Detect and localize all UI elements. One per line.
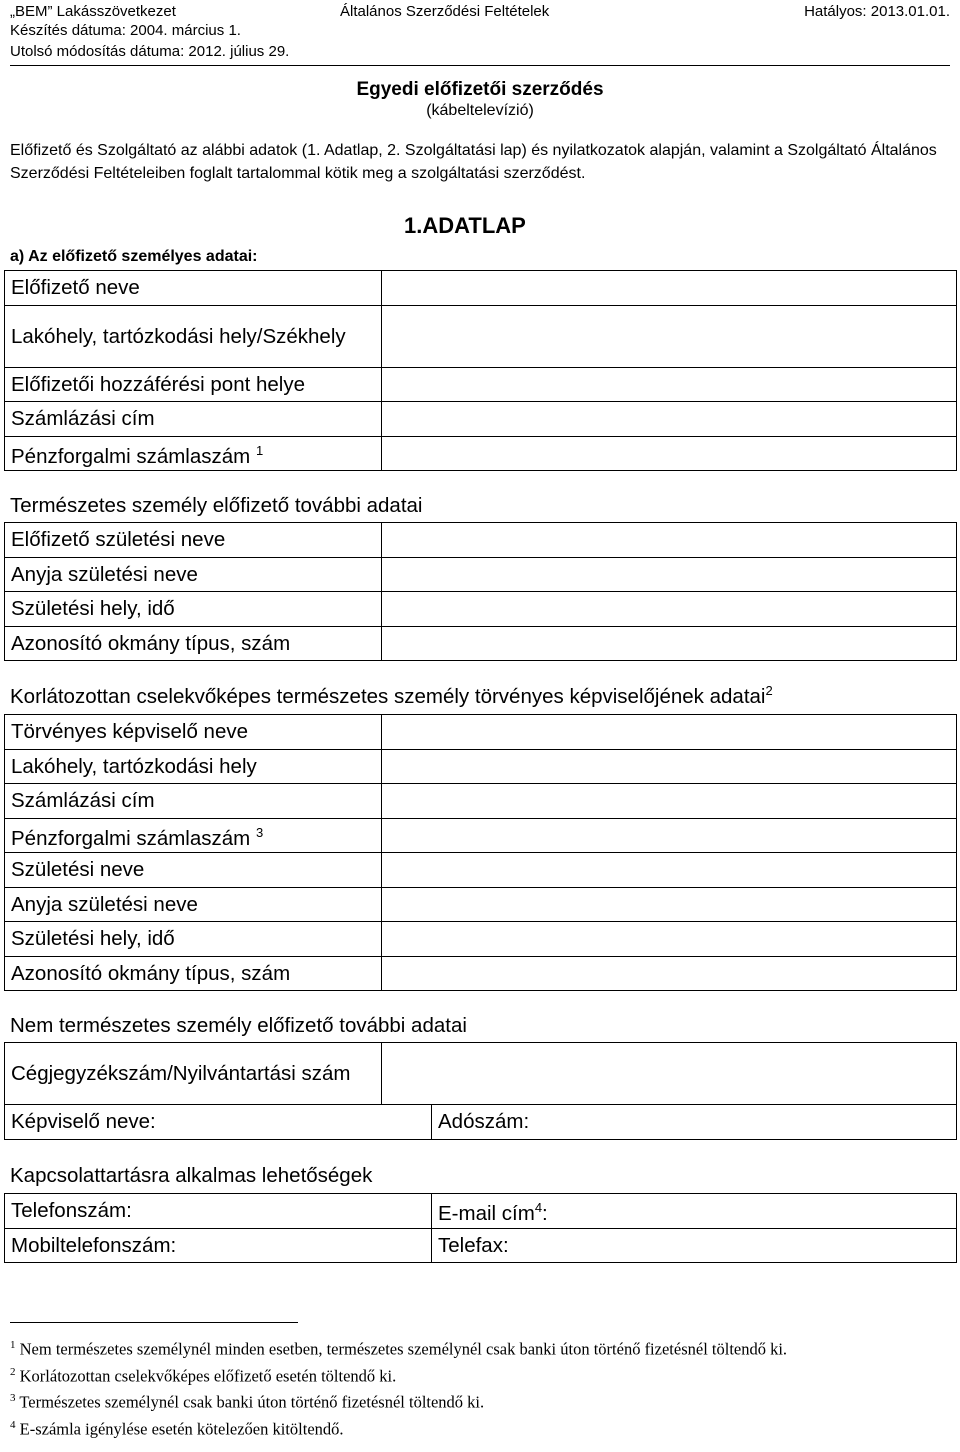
footnote-number: 4 bbox=[10, 1418, 16, 1431]
footnote-text: Nem természetes személynél minden esetben, természetes személynél csak banki úton történő fizetésnél töltendő ki. bbox=[19, 1339, 788, 1359]
table-row bbox=[5, 1228, 957, 1263]
natural-person-table bbox=[4, 522, 957, 661]
field-cell-email[interactable] bbox=[432, 1194, 957, 1229]
field-value-cell[interactable] bbox=[382, 271, 957, 306]
field-cell-representative[interactable] bbox=[5, 1105, 432, 1140]
field-label: Telefonszám: bbox=[11, 1199, 132, 1223]
field-cell-phone[interactable] bbox=[5, 1194, 432, 1229]
footnote-divider bbox=[10, 1322, 298, 1323]
table-row bbox=[5, 956, 957, 991]
table-row bbox=[5, 1105, 957, 1140]
field-label: Képviselő neve: bbox=[11, 1110, 156, 1134]
personal-data-table bbox=[4, 270, 957, 471]
field-label: Előfizető neve bbox=[5, 271, 382, 306]
header-document-name: Általános Szerződési Feltételek bbox=[340, 3, 550, 20]
table-row bbox=[5, 626, 957, 661]
footnote-number: 1 bbox=[10, 1339, 16, 1351]
field-label: E-mail cím bbox=[438, 1202, 535, 1226]
footnote bbox=[10, 1414, 950, 1441]
header-modified-date: Utolsó módosítás dátuma: 2012. július 29. bbox=[10, 43, 290, 60]
field-value-cell[interactable] bbox=[382, 305, 957, 367]
footnote-text: E-számla igénylése esetén kötelezően kitöltendő. bbox=[19, 1419, 344, 1438]
field-value-cell[interactable] bbox=[382, 749, 957, 784]
footnote-ref: 1 bbox=[255, 442, 264, 458]
header-divider bbox=[10, 65, 950, 66]
field-value-cell[interactable] bbox=[382, 557, 957, 592]
field-value-cell[interactable] bbox=[382, 956, 957, 991]
table-row bbox=[5, 557, 957, 592]
adatlap-title: 1.ADATLAP bbox=[404, 213, 526, 238]
table-row bbox=[5, 523, 957, 558]
table-row bbox=[5, 1043, 957, 1105]
table-row bbox=[5, 592, 957, 627]
footnote bbox=[10, 1361, 950, 1388]
field-label: Cégjegyzékszám/Nyilvántartási szám bbox=[5, 1043, 382, 1105]
intro-paragraph: Előfizető és Szolgáltató az alábbi adatok (1. Adatlap, 2. Szolgáltatási lap) és nyilatkozatok alapján, valamint a Szolgáltató Általános Szerződési Feltételeiben foglalt tartalommal kötik meg a szolgáltatási szerződést. bbox=[10, 142, 937, 182]
field-label: Törvényes képviselő neve bbox=[5, 715, 382, 750]
table-row bbox=[5, 887, 957, 922]
table-row bbox=[5, 271, 957, 306]
legal-representative-table bbox=[4, 714, 957, 991]
field-value-cell[interactable] bbox=[382, 1043, 957, 1105]
table-row bbox=[5, 367, 957, 402]
footnotes bbox=[10, 1334, 950, 1440]
table-row bbox=[5, 715, 957, 750]
header-valid-date: Hatályos: 2013.01.01. bbox=[804, 3, 950, 20]
field-value-cell[interactable] bbox=[382, 922, 957, 957]
field-label: Számlázási cím bbox=[5, 784, 382, 819]
field-cell-fax[interactable] bbox=[432, 1228, 957, 1263]
field-value-cell[interactable] bbox=[382, 784, 957, 819]
table-row bbox=[5, 402, 957, 437]
field-label: Azonosító okmány típus, szám bbox=[5, 626, 382, 661]
field-label: Lakóhely, tartózkodási hely bbox=[5, 749, 382, 784]
table-row bbox=[5, 853, 957, 888]
field-label: Telefax: bbox=[438, 1233, 509, 1257]
field-label: Születési hely, idő bbox=[5, 592, 382, 627]
field-value-cell[interactable] bbox=[382, 592, 957, 627]
footnote-ref: 2 bbox=[765, 683, 773, 698]
header-created-date: Készítés dátuma: 2004. március 1. bbox=[10, 22, 241, 39]
non-natural-person-table bbox=[4, 1042, 957, 1140]
section-a-heading: a) Az előfizető személyes adatai: bbox=[10, 248, 258, 265]
footnote-text: Természetes személynél csak banki úton történő fizetésnél töltendő ki. bbox=[19, 1392, 485, 1412]
contact-heading: Kapcsolattartásra alkalmas lehetőségek bbox=[10, 1164, 373, 1187]
field-label-suffix: : bbox=[542, 1202, 548, 1226]
footnote-text: Korlátozottan cselekvőképes előfizető esetén töltendő ki. bbox=[19, 1366, 397, 1385]
field-value-cell[interactable] bbox=[382, 436, 957, 471]
footnote-ref: 3 bbox=[255, 824, 264, 840]
field-cell-mobile[interactable] bbox=[5, 1228, 432, 1263]
header-company: „BEM” Lakásszövetkezet bbox=[10, 3, 176, 20]
legal-representative-heading-text: Korlátozottan cselekvőképes természetes személy törvényes képviselőjének adatai bbox=[10, 684, 766, 708]
table-row bbox=[5, 784, 957, 819]
field-value-cell[interactable] bbox=[382, 367, 957, 402]
field-label: Előfizetői hozzáférési pont helye bbox=[5, 367, 382, 402]
legal-representative-heading bbox=[10, 683, 773, 709]
field-value-cell[interactable] bbox=[382, 853, 957, 888]
running-header bbox=[10, 3, 950, 21]
field-label: Pénzforgalmi számlaszám bbox=[11, 444, 251, 468]
field-value-cell[interactable] bbox=[382, 715, 957, 750]
table-row bbox=[5, 922, 957, 957]
footnote bbox=[10, 1387, 950, 1414]
table-row bbox=[5, 749, 957, 784]
field-value-cell[interactable] bbox=[382, 402, 957, 437]
contact-table bbox=[4, 1193, 957, 1263]
field-label-with-footnote bbox=[5, 818, 382, 853]
field-label: Születési hely, idő bbox=[5, 922, 382, 957]
footnote-number: 3 bbox=[10, 1392, 16, 1404]
field-label: Azonosító okmány típus, szám bbox=[5, 956, 382, 991]
field-label: Anyja születési neve bbox=[5, 557, 382, 592]
field-label: Lakóhely, tartózkodási hely/Székhely bbox=[5, 305, 382, 367]
table-row bbox=[5, 818, 957, 853]
field-value-cell[interactable] bbox=[382, 523, 957, 558]
field-value-cell[interactable] bbox=[382, 818, 957, 853]
field-value-cell[interactable] bbox=[382, 626, 957, 661]
field-label: Anyja születési neve bbox=[5, 887, 382, 922]
field-label: Születési neve bbox=[5, 853, 382, 888]
document-subtitle: (kábeltelevízió) bbox=[426, 102, 534, 119]
field-value-cell[interactable] bbox=[382, 887, 957, 922]
field-label: Adószám: bbox=[438, 1110, 530, 1134]
table-row bbox=[5, 1194, 957, 1229]
field-label: Mobiltelefonszám: bbox=[11, 1233, 177, 1257]
field-cell-tax-number[interactable] bbox=[432, 1105, 957, 1140]
natural-person-heading: Természetes személy előfizető további adatai bbox=[10, 494, 423, 517]
table-row bbox=[5, 305, 957, 367]
table-row bbox=[5, 436, 957, 471]
footnote-ref: 4 bbox=[534, 1200, 543, 1216]
footnote-number: 2 bbox=[10, 1365, 16, 1378]
document-title: Egyedi előfizetői szerződés bbox=[356, 79, 604, 100]
field-label-with-footnote bbox=[5, 436, 382, 471]
field-label: Előfizető születési neve bbox=[5, 523, 382, 558]
field-label: Pénzforgalmi számlaszám bbox=[11, 826, 251, 850]
field-label: Számlázási cím bbox=[5, 402, 382, 437]
non-natural-person-heading: Nem természetes személy előfizető további adatai bbox=[10, 1014, 467, 1037]
footnote bbox=[10, 1334, 950, 1361]
